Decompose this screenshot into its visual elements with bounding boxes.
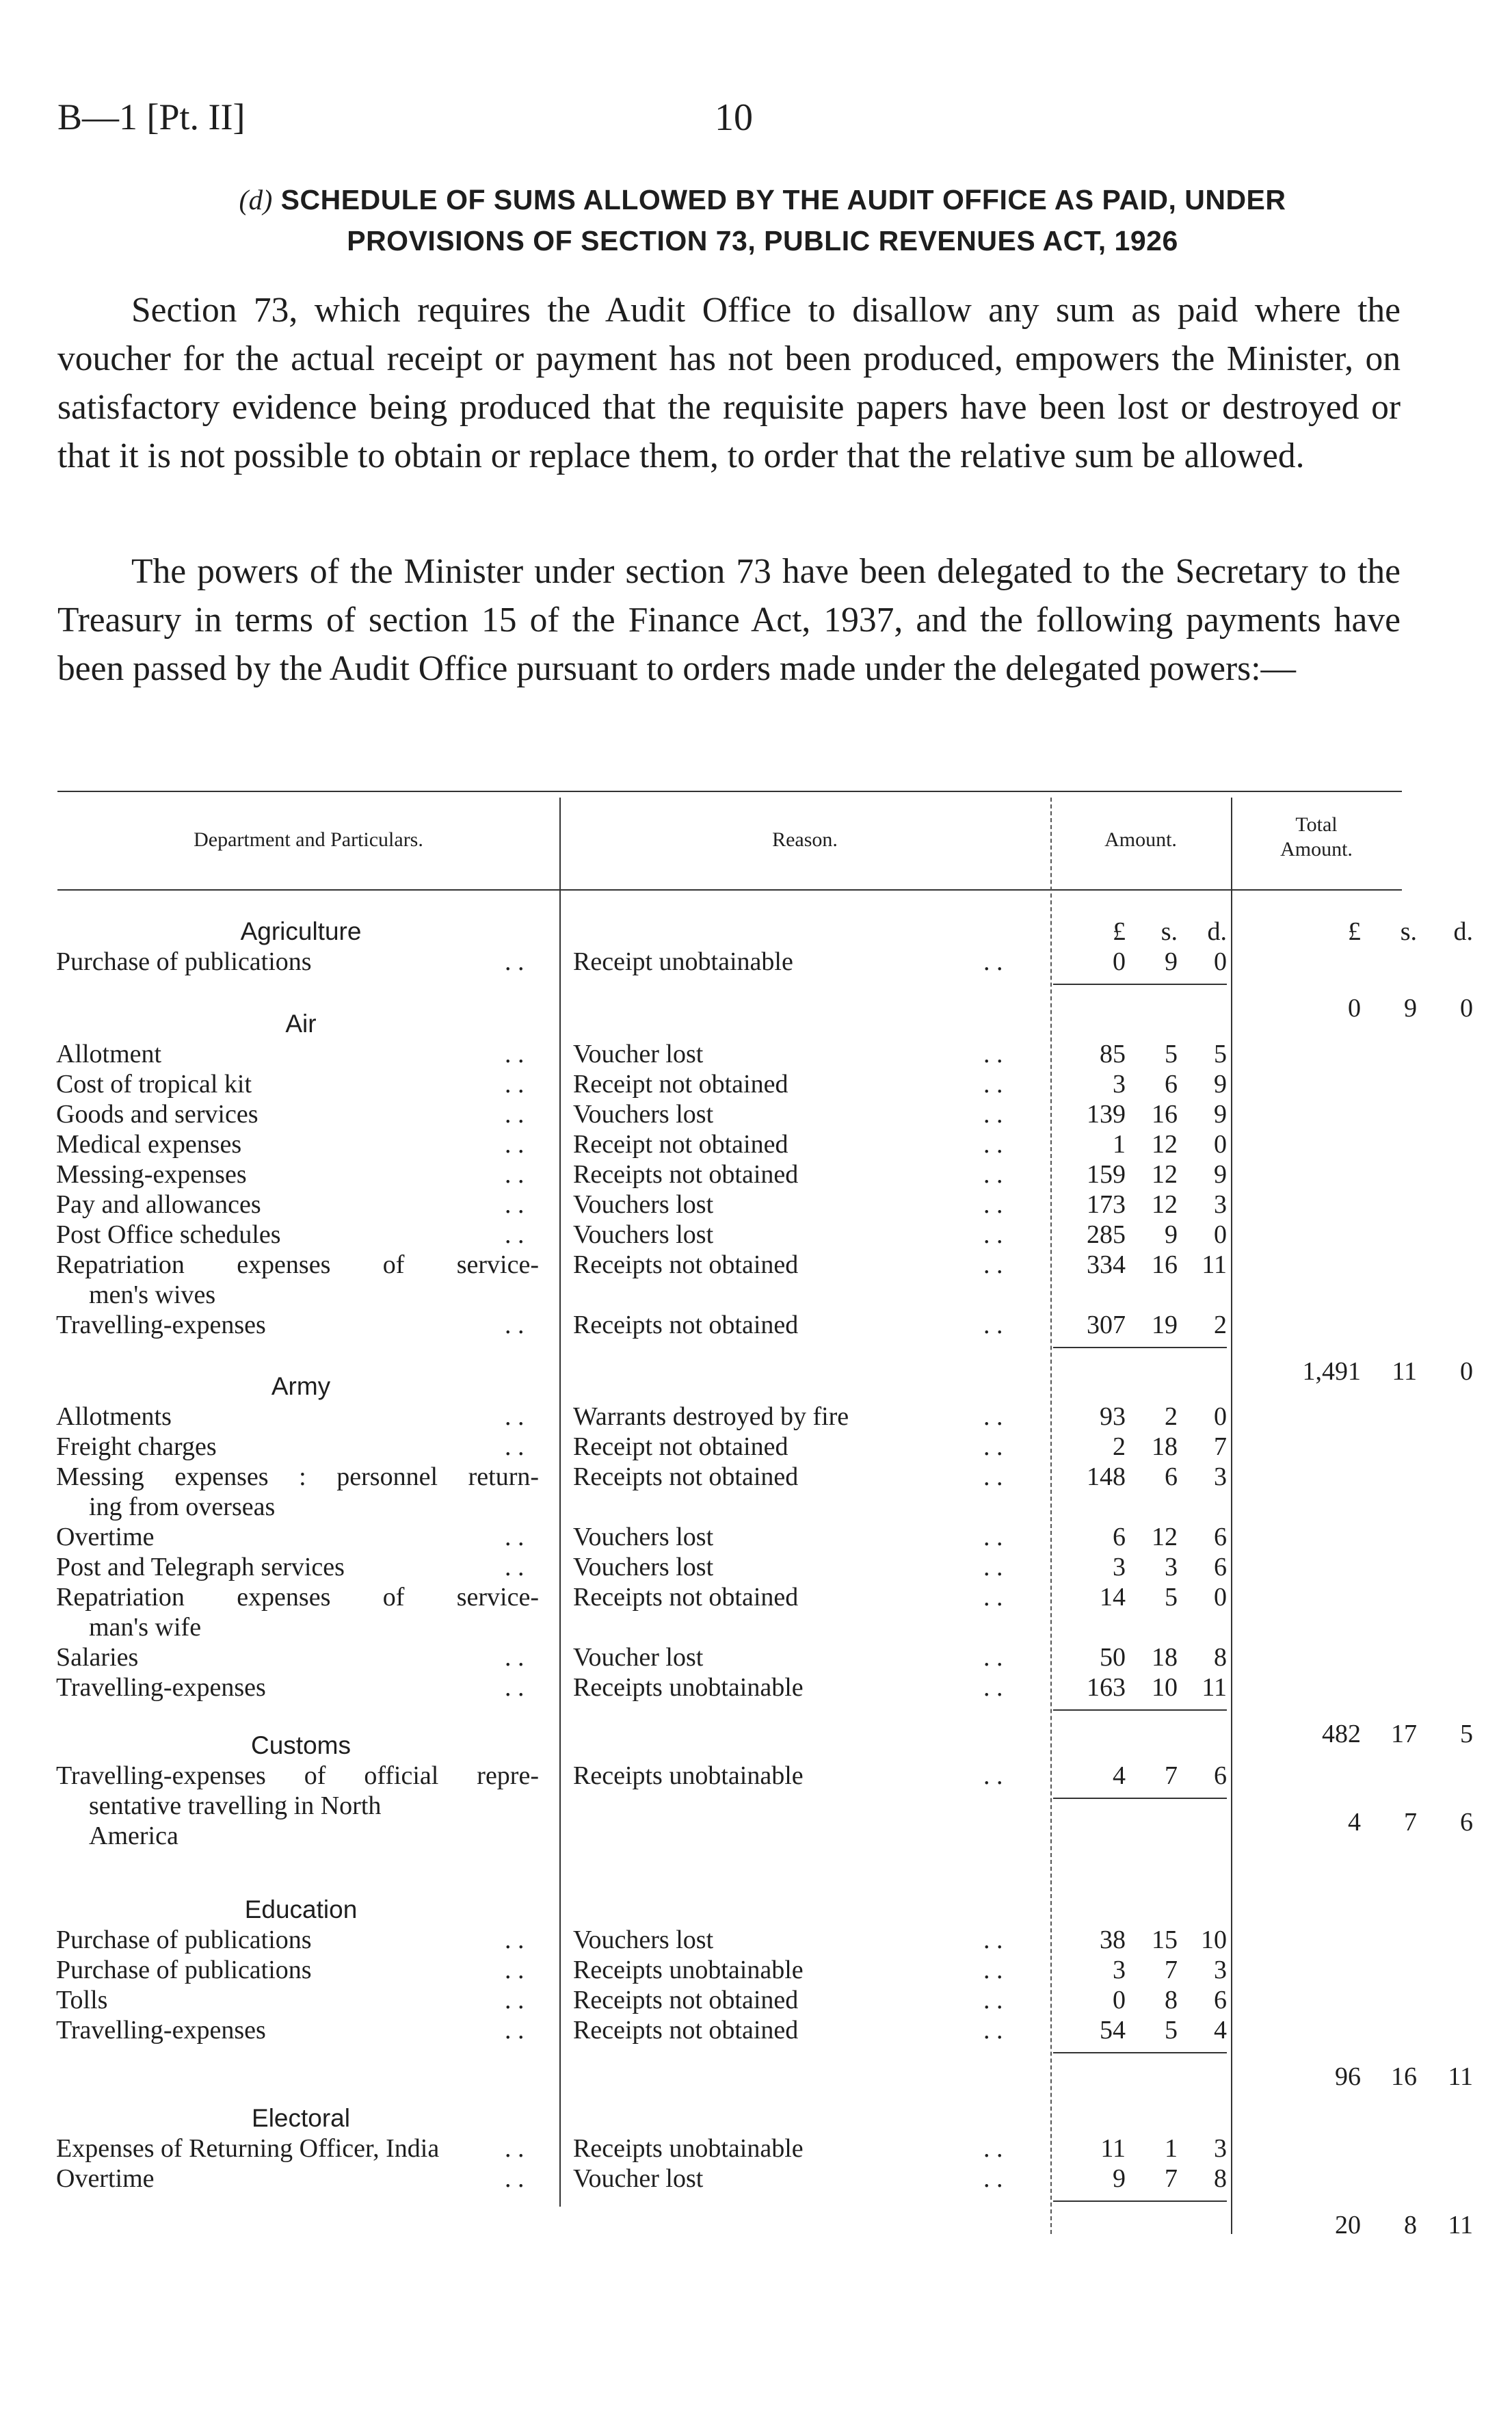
particulars-continuation: men's wives: [89, 1280, 216, 1309]
leader-dots: . .: [505, 947, 525, 976]
leader-dots: . .: [505, 1040, 525, 1068]
amount-shillings: 7: [1165, 2164, 1178, 2193]
particulars: Allotments: [56, 1402, 172, 1431]
amount-pence: 3: [1214, 1190, 1227, 1219]
reason: Receipts unobtainable: [573, 1761, 804, 1790]
amount-shillings: 6: [1165, 1070, 1178, 1099]
particulars: Salaries: [56, 1643, 139, 1672]
section-heading-electoral: Electoral: [252, 2104, 350, 2132]
reason: Vouchers lost: [573, 1553, 714, 1581]
leader-dots: . .: [983, 1583, 1003, 1612]
total-pounds: 96: [1335, 2062, 1361, 2091]
leader-dots: . .: [983, 2016, 1003, 2045]
reason: Receipts not obtained: [573, 1311, 799, 1339]
reason: Receipts not obtained: [573, 1250, 799, 1279]
table-row: [0, 1190, 1512, 1220]
table-row: [0, 1672, 1512, 1703]
title-line-2: PROVISIONS OF SECTION 73, PUBLIC REVENUES ACT, 1926: [347, 225, 1178, 257]
amount-shillings: 8: [1165, 1986, 1178, 2014]
amount-pounds: 3: [1113, 1070, 1126, 1099]
particulars: Travelling-expenses: [56, 1673, 266, 1702]
amount-pence: 5: [1214, 1040, 1227, 1068]
amount-pence: 4: [1214, 2016, 1227, 2045]
table-row: [0, 1955, 1512, 1985]
particulars: Goods and services: [56, 1100, 258, 1129]
particulars: Pay and allowances: [56, 1190, 261, 1219]
leader-dots: . .: [983, 1040, 1003, 1068]
section-heading-agriculture: Agriculture: [240, 917, 362, 945]
table-row: [0, 1099, 1512, 1129]
particulars: Cost of tropical kit: [56, 1070, 252, 1099]
reason: Receipt not obtained: [573, 1130, 788, 1159]
amount-shillings: 18: [1152, 1432, 1178, 1461]
amount-pence: 0: [1214, 947, 1227, 976]
amount-pounds: 139: [1087, 1100, 1126, 1129]
running-head: B—1 [Pt. II]: [57, 96, 246, 137]
particulars: Repatriation expenses of service-: [56, 1583, 539, 1612]
leader-dots: . .: [505, 1070, 525, 1099]
leader-dots: . .: [505, 1220, 525, 1249]
leader-dots: . .: [983, 1311, 1003, 1339]
leader-dots: . .: [505, 1311, 525, 1339]
amount-shillings: 5: [1165, 2016, 1178, 2045]
amount-shillings: 9: [1165, 947, 1178, 976]
total-pence: 5: [1460, 1720, 1473, 1748]
amount-shillings: 7: [1165, 1761, 1178, 1790]
subtotal-rule: [1053, 2052, 1227, 2053]
amount-pounds: 173: [1087, 1190, 1126, 1219]
particulars: Repatriation expenses of service-: [56, 1250, 539, 1279]
leader-dots: . .: [983, 1100, 1003, 1129]
amount-pence: 6: [1214, 1986, 1227, 2014]
leader-dots: . .: [983, 1956, 1003, 1984]
total-shillings: 16: [1391, 2062, 1417, 2091]
amount-shillings: 1: [1165, 2134, 1178, 2163]
total-pence: 0: [1460, 994, 1473, 1023]
reason: Receipts not obtained: [573, 1160, 799, 1189]
particulars-continuation: sentative travelling in North: [89, 1791, 382, 1820]
particulars: Purchase of publications: [56, 947, 312, 976]
particulars: Allotment: [56, 1040, 162, 1068]
table-row: [0, 1522, 1512, 1552]
amount-pence: 0: [1214, 1220, 1227, 1249]
amount-pounds: 14: [1100, 1583, 1126, 1612]
particulars: Travelling-expenses of official repre-: [56, 1761, 539, 1790]
header-reason: Reason.: [772, 828, 838, 851]
amount-pounds: 163: [1087, 1673, 1126, 1702]
total-shillings: 17: [1391, 1720, 1417, 1748]
leader-dots: . .: [983, 1673, 1003, 1702]
unit-pence: d.: [1207, 917, 1227, 946]
amount-pence: 9: [1214, 1100, 1227, 1129]
title-line-1: (d) SCHEDULE OF SUMS ALLOWED BY THE AUDIT OFFICE AS PAID, UNDER: [239, 184, 1286, 215]
amount-pence: 9: [1214, 1070, 1227, 1099]
leader-dots: . .: [983, 947, 1003, 976]
total-pence: 0: [1460, 1357, 1473, 1386]
total-pounds: 482: [1322, 1720, 1361, 1748]
amount-pence: 7: [1214, 1432, 1227, 1461]
table-row: [0, 1462, 1512, 1492]
paragraph-section-73: Section 73, which requires the Audit Office to disallow any sum as paid where the voucher for the actual receipt or payment has not been produced, empowers the Minister, on satisfactory evidence being produced that the requisite papers have been lost or destroyed or that it is not possible to obtain or replace them, to order that the relative sum be allowed.: [57, 291, 1401, 475]
table-row: [0, 1925, 1512, 1955]
amount-pence: 0: [1214, 1402, 1227, 1431]
leader-dots: . .: [983, 1523, 1003, 1551]
particulars: Travelling-expenses: [56, 1311, 266, 1339]
amount-pence: 9: [1214, 1160, 1227, 1189]
particulars: Post and Telegraph services: [56, 1553, 345, 1581]
subtotal-rule: [1053, 984, 1227, 985]
amount-pounds: 0: [1113, 1986, 1126, 2014]
amount-pence: 6: [1214, 1761, 1227, 1790]
amount-pence: 8: [1214, 1643, 1227, 1672]
table-row: [0, 1402, 1512, 1432]
subtotal-rule: [1053, 1347, 1227, 1348]
amount-pounds: 334: [1087, 1250, 1126, 1279]
amount-shillings: 15: [1152, 1926, 1178, 1954]
amount-shillings: 19: [1152, 1311, 1178, 1339]
amount-pence: 10: [1201, 1926, 1227, 1954]
particulars: Overtime: [56, 1523, 155, 1551]
reason: Receipts not obtained: [573, 2016, 799, 2045]
table-row: [0, 1582, 1512, 1612]
particulars-continuation: ing from overseas: [89, 1493, 276, 1521]
section-heading-air: Air: [285, 1010, 317, 1038]
subtotal-rule: [1053, 1798, 1227, 1799]
unit-pounds: £: [1113, 917, 1126, 946]
section-total-row: [0, 1807, 1512, 1837]
leader-dots: . .: [505, 1926, 525, 1954]
amount-shillings: 12: [1152, 1130, 1178, 1159]
amount-pounds: 307: [1087, 1311, 1126, 1339]
particulars: Purchase of publications: [56, 1956, 312, 1984]
reason: Voucher lost: [573, 2164, 704, 2193]
table-row: [0, 1310, 1512, 1340]
reason: Receipts unobtainable: [573, 1673, 804, 1702]
amount-pounds: 1: [1113, 1130, 1126, 1159]
total-unit-pounds: £: [1348, 917, 1361, 946]
total-pounds: 1,491: [1302, 1357, 1361, 1386]
table-row: [0, 1039, 1512, 1069]
amount-pounds: 85: [1100, 1040, 1126, 1068]
leader-dots: . .: [505, 1432, 525, 1461]
amount-pounds: 9: [1113, 2164, 1126, 2193]
amount-pence: 0: [1214, 1583, 1227, 1612]
reason: Warrants destroyed by fire: [573, 1402, 849, 1431]
total-pence: 11: [1448, 2062, 1473, 2091]
total-pounds: 0: [1348, 994, 1361, 1023]
amount-shillings: 16: [1152, 1250, 1178, 1279]
table-row: [0, 2015, 1512, 2045]
header-total: Total Amount.: [1280, 813, 1353, 860]
table-row: [0, 1761, 1512, 1791]
table-row-continuation: [0, 1492, 1512, 1522]
particulars: Messing expenses : personnel return-: [56, 1462, 539, 1491]
table-row: [0, 1985, 1512, 2015]
particulars: Post Office schedules: [56, 1220, 281, 1249]
particulars-continuation: man's wife: [89, 1613, 202, 1642]
table-row-continuation: [0, 1280, 1512, 1310]
amount-pence: 3: [1214, 2134, 1227, 2163]
table-row: [0, 1129, 1512, 1159]
table-row: [0, 947, 1512, 977]
subtotal-rule: [1053, 2200, 1227, 2202]
amount-pounds: 3: [1113, 1553, 1126, 1581]
table-row: [0, 1432, 1512, 1462]
leader-dots: . .: [505, 1523, 525, 1551]
table-row: [0, 1069, 1512, 1099]
amount-shillings: 12: [1152, 1190, 1178, 1219]
leader-dots: . .: [983, 1462, 1003, 1491]
table-row-continuation: [0, 1612, 1512, 1642]
amount-shillings: 12: [1152, 1523, 1178, 1551]
leader-dots: . .: [983, 1926, 1003, 1954]
paragraph-delegation: The powers of the Minister under section 73 have been delegated to the Secretary to the Treasury in terms of section 15 of the Finance Act, 1937, and the following payments have been passed by the Audit Office pursuant to orders made under the delegated powers:—: [57, 552, 1401, 688]
reason: Receipts not obtained: [573, 1462, 799, 1491]
reason: Receipt unobtainable: [573, 947, 793, 976]
leader-dots: . .: [983, 1643, 1003, 1672]
amount-pounds: 2: [1113, 1432, 1126, 1461]
particulars: Medical expenses: [56, 1130, 242, 1159]
amount-pounds: 11: [1100, 2134, 1126, 2163]
page-number: 10: [715, 96, 753, 139]
amount-shillings: 10: [1152, 1673, 1178, 1702]
reason: Vouchers lost: [573, 1220, 714, 1249]
leader-dots: . .: [983, 1986, 1003, 2014]
total-shillings: 9: [1404, 994, 1417, 1023]
title-ref: (d): [239, 184, 273, 215]
particulars: Purchase of publications: [56, 1926, 312, 1954]
leader-dots: . .: [505, 1643, 525, 1672]
header-amount: Amount.: [1104, 828, 1177, 851]
amount-pence: 11: [1202, 1250, 1227, 1279]
total-pounds: 20: [1335, 2211, 1361, 2239]
reason: Voucher lost: [573, 1040, 704, 1068]
leader-dots: . .: [505, 2164, 525, 2193]
leader-dots: . .: [983, 2164, 1003, 2193]
section-heading-army: Army: [271, 1372, 331, 1400]
table-row: [0, 1642, 1512, 1672]
section-total-row: [0, 2210, 1512, 2240]
amount-pounds: 50: [1100, 1643, 1126, 1672]
table-row: [0, 2164, 1512, 2194]
leader-dots: . .: [505, 1986, 525, 2014]
reason: Vouchers lost: [573, 1926, 714, 1954]
reason: Receipt not obtained: [573, 1070, 788, 1099]
amount-pounds: 4: [1113, 1761, 1126, 1790]
amount-shillings: 6: [1165, 1462, 1178, 1491]
leader-dots: . .: [983, 1190, 1003, 1219]
table-header-rule: [57, 889, 1402, 891]
leader-dots: . .: [505, 1673, 525, 1702]
amount-shillings: 9: [1165, 1220, 1178, 1249]
total-pence: 6: [1460, 1808, 1473, 1837]
leader-dots: . .: [983, 1402, 1003, 1431]
total-unit-pence: d.: [1453, 917, 1473, 946]
particulars: Travelling-expenses: [56, 2016, 266, 2045]
table-row: [0, 1552, 1512, 1582]
amount-shillings: 16: [1152, 1100, 1178, 1129]
unit-shillings: s.: [1160, 917, 1178, 946]
leader-dots: . .: [505, 1956, 525, 1984]
table-row: [0, 1159, 1512, 1190]
leader-dots: . .: [983, 1250, 1003, 1279]
reason: Receipts not obtained: [573, 1986, 799, 2014]
leader-dots: . .: [983, 1553, 1003, 1581]
table-top-rule: [57, 791, 1402, 792]
amount-shillings: 2: [1165, 1402, 1178, 1431]
leader-dots: . .: [505, 1160, 525, 1189]
particulars-continuation: America: [89, 1822, 178, 1850]
total-shillings: 7: [1404, 1808, 1417, 1837]
amount-shillings: 3: [1165, 1553, 1178, 1581]
total-shillings: 11: [1392, 1357, 1417, 1386]
amount-pounds: 3: [1113, 1956, 1126, 1984]
reason: Voucher lost: [573, 1643, 704, 1672]
leader-dots: . .: [983, 1130, 1003, 1159]
leader-dots: . .: [983, 1160, 1003, 1189]
leader-dots: . .: [505, 1130, 525, 1159]
amount-pence: 2: [1214, 1311, 1227, 1339]
amount-pounds: 93: [1100, 1402, 1126, 1431]
amount-shillings: 7: [1165, 1956, 1178, 1984]
amount-pence: 0: [1214, 1130, 1227, 1159]
total-unit-shillings: s.: [1400, 917, 1417, 946]
reason: Vouchers lost: [573, 1190, 714, 1219]
leader-dots: . .: [505, 1190, 525, 1219]
table-row: [0, 1250, 1512, 1280]
table-row: [0, 2133, 1512, 2164]
particulars: Tolls: [56, 1986, 108, 2014]
amount-shillings: 18: [1152, 1643, 1178, 1672]
particulars: Overtime: [56, 2164, 155, 2193]
amount-pence: 3: [1214, 1462, 1227, 1491]
header-department: Department and Particulars.: [194, 828, 423, 851]
amount-pence: 11: [1202, 1673, 1227, 1702]
amount-pence: 8: [1214, 2164, 1227, 2193]
amount-shillings: 12: [1152, 1160, 1178, 1189]
section-total-row: [0, 2062, 1512, 2092]
leader-dots: . .: [983, 1220, 1003, 1249]
table-row: [0, 1220, 1512, 1250]
amount-shillings: 5: [1165, 1583, 1178, 1612]
section-heading-customs: Customs: [251, 1731, 351, 1759]
particulars: Freight charges: [56, 1432, 217, 1461]
amount-pounds: 159: [1087, 1160, 1126, 1189]
total-shillings: 8: [1404, 2211, 1417, 2239]
leader-dots: . .: [983, 1761, 1003, 1790]
total-pounds: 4: [1348, 1808, 1361, 1837]
leader-dots: . .: [505, 2016, 525, 2045]
amount-pounds: 38: [1100, 1926, 1126, 1954]
leader-dots: . .: [983, 1070, 1003, 1099]
amount-pounds: 285: [1087, 1220, 1126, 1249]
reason: Receipts unobtainable: [573, 1956, 804, 1984]
leader-dots: . .: [983, 1432, 1003, 1461]
amount-shillings: 5: [1165, 1040, 1178, 1068]
reason: Receipt not obtained: [573, 1432, 788, 1461]
amount-pounds: 0: [1113, 947, 1126, 976]
subtotal-rule: [1053, 1709, 1227, 1711]
amount-pence: 3: [1214, 1956, 1227, 1984]
leader-dots: . .: [505, 1100, 525, 1129]
amount-pounds: 54: [1100, 2016, 1126, 2045]
leader-dots: . .: [505, 1402, 525, 1431]
amount-pence: 6: [1214, 1523, 1227, 1551]
reason: Vouchers lost: [573, 1100, 714, 1129]
amount-pounds: 148: [1087, 1462, 1126, 1491]
leader-dots: . .: [505, 2134, 525, 2163]
particulars: Expenses of Returning Officer, India: [56, 2134, 440, 2163]
leader-dots: . .: [983, 2134, 1003, 2163]
particulars: Messing-expenses: [56, 1160, 247, 1189]
section-heading-education: Education: [244, 1895, 358, 1923]
reason: Receipts not obtained: [573, 1583, 799, 1612]
leader-dots: . .: [505, 1553, 525, 1581]
reason: Vouchers lost: [573, 1523, 714, 1551]
amount-pounds: 6: [1113, 1523, 1126, 1551]
amount-pence: 6: [1214, 1553, 1227, 1581]
reason: Receipts unobtainable: [573, 2134, 804, 2163]
total-pence: 11: [1448, 2211, 1473, 2239]
